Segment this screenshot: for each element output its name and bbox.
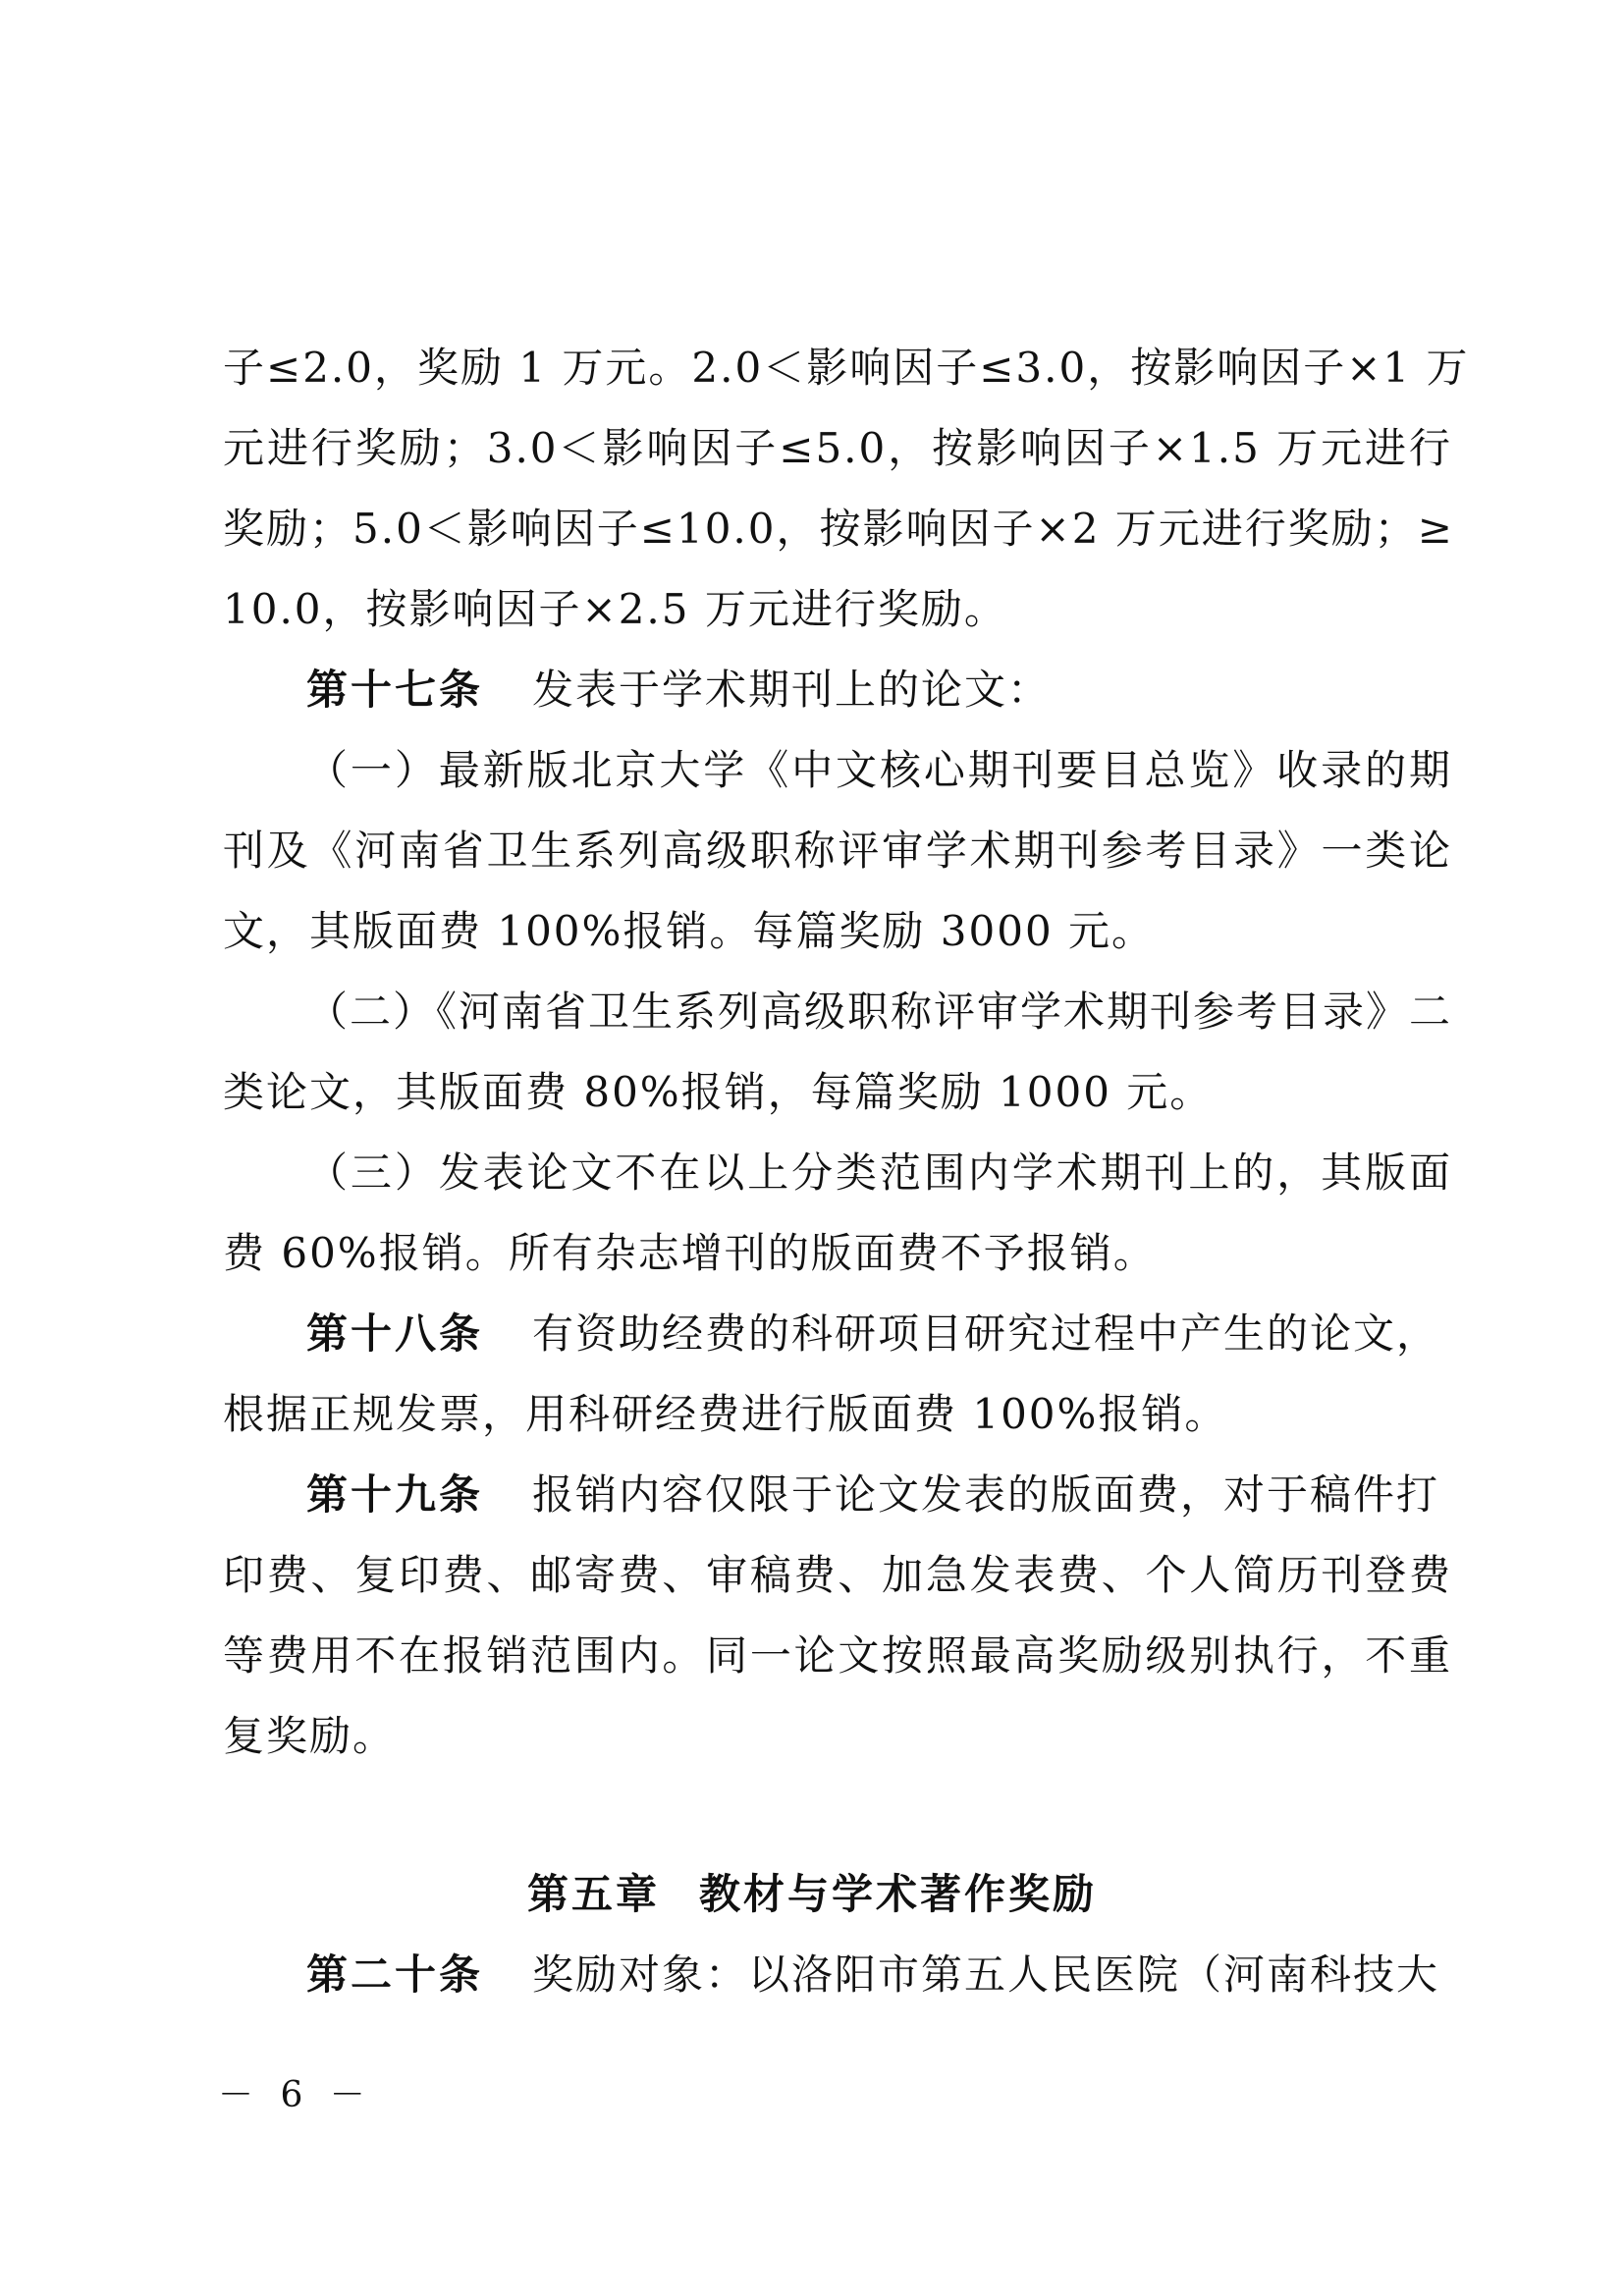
article-label: 第十七条 — [306, 666, 484, 714]
chapter-heading — [0, 1865, 1624, 1924]
chapter-number: 第五章 — [526, 1870, 660, 1918]
item-3-line: 费 60%报销。所有杂志增刊的版面费不予报销。 — [223, 1229, 1157, 1277]
article-text: 报销内容仅限于论文发表的版面费，对于稿件打 — [532, 1470, 1440, 1519]
body-line: 10.0，按影响因子×2.5 万元进行奖励。 — [223, 585, 1007, 633]
page-number: － 6 － — [218, 2075, 373, 2115]
article-20-heading — [306, 1946, 1452, 2004]
article-label: 第十八条 — [306, 1309, 484, 1358]
article-19-line: 复奖励。 — [223, 1712, 397, 1760]
item-1-line: 文，其版面费 100%报销。每篇奖励 3000 元。 — [223, 907, 1156, 955]
article-19-line: 印费、复印费、邮寄费、审稿费、加急发表费、个人简历刊登费 — [223, 1551, 1452, 1599]
article-18-line: 根据正规发票，用科研经费进行版面费 100%报销。 — [223, 1390, 1228, 1438]
body-line: 奖励；5.0＜影响因子≤10.0，按影响因子×2 万元进行奖励；≥ — [223, 505, 1454, 553]
chapter-title: 教材与学术著作奖励 — [699, 1870, 1098, 1918]
article-19-line: 等费用不在报销范围内。同一论文按照最高奖励级别执行，不重 — [223, 1631, 1452, 1680]
item-2-line: （二）《河南省卫生系列高级职称评审学术期刊参考目录》二 — [306, 988, 1453, 1036]
item-3-line: （三）发表论文不在以上分类范围内学术期刊上的，其版面 — [306, 1148, 1452, 1197]
item-1-line: （一）最新版北京大学《中文核心期刊要目总览》收录的期 — [306, 746, 1452, 794]
item-1-line: 刊及《河南省卫生系列高级职称评审学术期刊参考目录》一类论 — [223, 827, 1452, 875]
article-text: 发表于学术期刊上的论文： — [532, 666, 1052, 714]
body-line: 元进行奖励；3.0＜影响因子≤5.0，按影响因子×1.5 万元进行 — [223, 424, 1452, 472]
article-17-heading — [306, 661, 1452, 720]
article-text: 有资助经费的科研项目研究过程中产生的论文， — [532, 1309, 1440, 1358]
article-19-heading — [306, 1466, 1452, 1524]
article-label: 第二十条 — [306, 1950, 484, 1999]
body-line: 子≤2.0，奖励 1 万元。2.0＜影响因子≤3.0，按影响因子×1 万 — [223, 344, 1470, 392]
article-text: 奖励对象：以洛阳市第五人民医院（河南科技大 — [532, 1950, 1440, 1999]
article-18-heading — [306, 1305, 1452, 1363]
article-label: 第十九条 — [306, 1470, 484, 1519]
item-2-line: 类论文，其版面费 80%报销，每篇奖励 1000 元。 — [223, 1068, 1214, 1116]
